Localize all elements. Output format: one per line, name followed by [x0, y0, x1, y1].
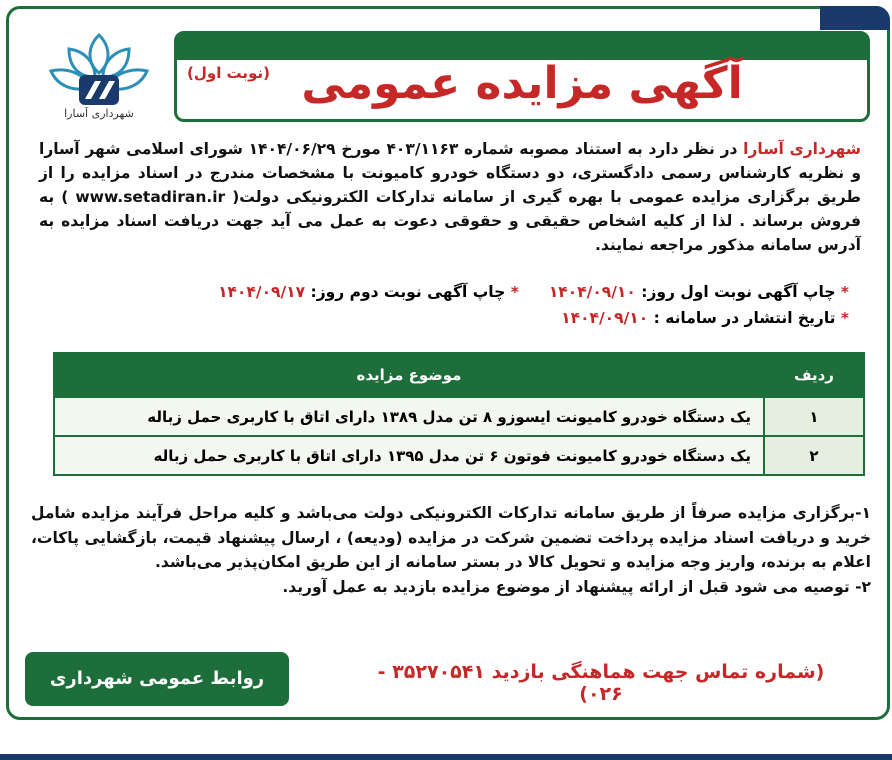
- note-2: ۲- توصیه می شود قبل از ارائه پیشنهاد از موضوع مزایده بازدید به عمل آورید.: [282, 577, 871, 596]
- row-subject: یک دستگاه خودرو کامیونت فوتون ۶ تن مدل ۱۳۹۵ دارای اتاق با کاربری حمل زباله: [54, 436, 764, 475]
- table-row: [54, 397, 864, 436]
- announcement-text: در نظر دارد به استناد مصوبه شماره ۴۰۳/۱۱۶۳ مورخ ۱۴۰۴/۰۶/۲۹ شورای اسلامی شهر آسارا و نظریه کارشناس رسمی دادگستری، دو دستگاه خودرو کامیونت با مشخصات مندرج در اسناد مزایده را از طریق برگزاری مزایده عمومی با بهره گیری از سامانه تدارکات الکترونیکی دولت( www.setadiran.ir ) به فروش برساند . لذا از کلیه اشخاص حقیقی و حقوقی دعوت به عمل می آید جهت دریافت اسناد مزایده به آدرس سامانه مذکور مراجعه نمایند.: [39, 140, 861, 254]
- publish-date: * تاریخ انتشار در سامانه : ۱۴۰۴/۰۹/۱۰: [561, 309, 849, 327]
- notes-block: [31, 501, 871, 599]
- title-banner: [174, 31, 870, 122]
- row-number: ۱: [764, 397, 864, 436]
- title-band: [177, 34, 867, 60]
- note-1: ۱-برگزاری مزایده صرفاً از طریق سامانه تدارکات الکترونیکی دولت می‌باشد و کلیه مراحل فرآیند مزایده شامل خرید و دریافت اسناد مزایده پرداخت تضمین شرکت در مزایده (ودیعه) ، ارسال پیشنهاد قیمت، بازگشایی پاکات، اعلام به برنده، واریز وجه مزایده و تحویل کالا در بستر سامانه از این طریق امکان‌پذیر می‌باشد.: [31, 504, 871, 571]
- auction-items-table: [53, 352, 865, 476]
- round-label: (نوبت اول): [187, 64, 270, 82]
- advertisement-frame: [6, 6, 890, 743]
- row-subject: یک دستگاه خودرو کامیونت ایسوزو ۸ تن مدل ۱۳۸۹ دارای اتاق با کاربری حمل زباله: [54, 397, 764, 436]
- column-header-row-number: ردیف: [764, 353, 864, 397]
- page-title: آگهی مزایده عمومی: [301, 58, 743, 109]
- column-header-subject: موضوع مزایده: [54, 353, 764, 397]
- table-row: [54, 436, 864, 475]
- contact-number: (شماره تماس جهت هماهنگی بازدید ۳۵۲۷۰۵۴۱ - ۰۲۶): [377, 661, 825, 705]
- bottom-border: [0, 754, 892, 760]
- logo-caption: شهرداری آسارا: [64, 107, 134, 120]
- second-print-date: * چاپ آگهی نوبت دوم روز: ۱۴۰۴/۰۹/۱۷: [218, 283, 519, 301]
- row-number: ۲: [764, 436, 864, 475]
- dates-block: [34, 279, 849, 331]
- first-print-date: * چاپ آگهی نوبت اول روز: ۱۴۰۴/۰۹/۱۰: [548, 283, 849, 301]
- organization-name: شهرداری آسارا: [743, 140, 862, 158]
- announcement-body: [39, 137, 861, 257]
- public-relations-badge: روابط عمومی شهرداری آسارا: [25, 652, 289, 706]
- corner-decoration: [820, 6, 890, 30]
